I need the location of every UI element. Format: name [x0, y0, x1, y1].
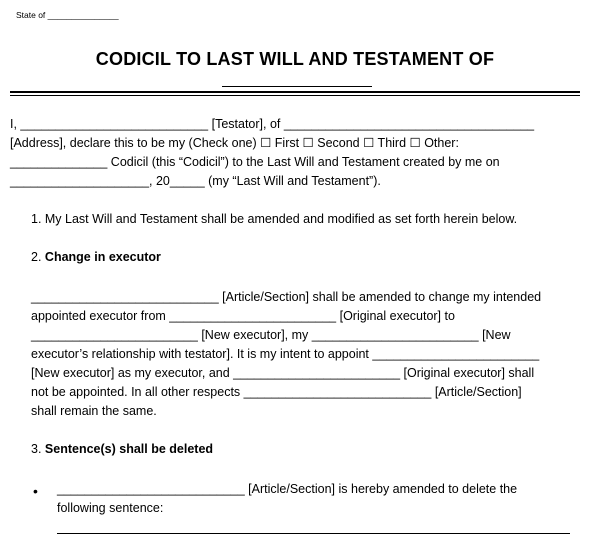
section-3-number: 3. — [31, 442, 42, 456]
intro-line-3: ______________ Codicil (this “Codicil”) to the Last Will and Testament created by me on — [10, 155, 500, 169]
intro-line-2: [Address], declare this to be my (Check one) ☐ First ☐ Second ☐ Third ☐ Other: — [10, 136, 459, 150]
bullet-icon: • — [33, 483, 38, 499]
section-1-text: 1. My Last Will and Testament shall be amended and modified as set forth herein below. — [31, 212, 518, 226]
document-title: CODICIL TO LAST WILL AND TESTAMENT OF — [95, 49, 495, 69]
section-2-line-5: [New executor] as my executor, and ________________________ [Original executor] shall — [31, 366, 535, 380]
section-2-line-7: shall remain the same. — [31, 404, 157, 418]
state-label: State of _______________ — [16, 10, 119, 20]
deleted-sentence-blank[interactable] — [57, 533, 570, 534]
section-2-number: 2. — [31, 250, 42, 264]
header-rule-thin — [10, 95, 580, 96]
section-3-title: Sentence(s) shall be deleted — [44, 442, 214, 456]
section-2-line-4: executor’s relationship with testator]. It is my intent to appoint ________________________ — [31, 347, 540, 361]
section-3-heading — [31, 442, 213, 456]
header-rule-thick — [10, 91, 580, 93]
intro-line-4: ____________________, 20_____ (my “Last Will and Testament”). — [10, 174, 381, 188]
section-3-line-1: ___________________________ [Article/Section] is hereby amended to delete the — [57, 482, 518, 496]
section-2-title: Change in executor — [44, 250, 161, 264]
section-2-line-1: ___________________________ [Article/Section] shall be amended to change my intended — [31, 290, 542, 304]
section-3-line-2: following sentence: — [57, 501, 164, 515]
title-name-blank[interactable] — [222, 86, 372, 87]
section-2-line-3: ________________________ [New executor], my ________________________ [New — [31, 328, 511, 342]
intro-line-1: I, ___________________________ [Testator], of ____________________________________ — [10, 117, 535, 131]
section-2-line-6: not be appointed. In all other respects ___________________________ [Article/Section] — [31, 385, 522, 399]
section-2-line-2: appointed executor from ________________________ [Original executor] to — [31, 309, 455, 323]
section-2-heading — [31, 250, 161, 264]
